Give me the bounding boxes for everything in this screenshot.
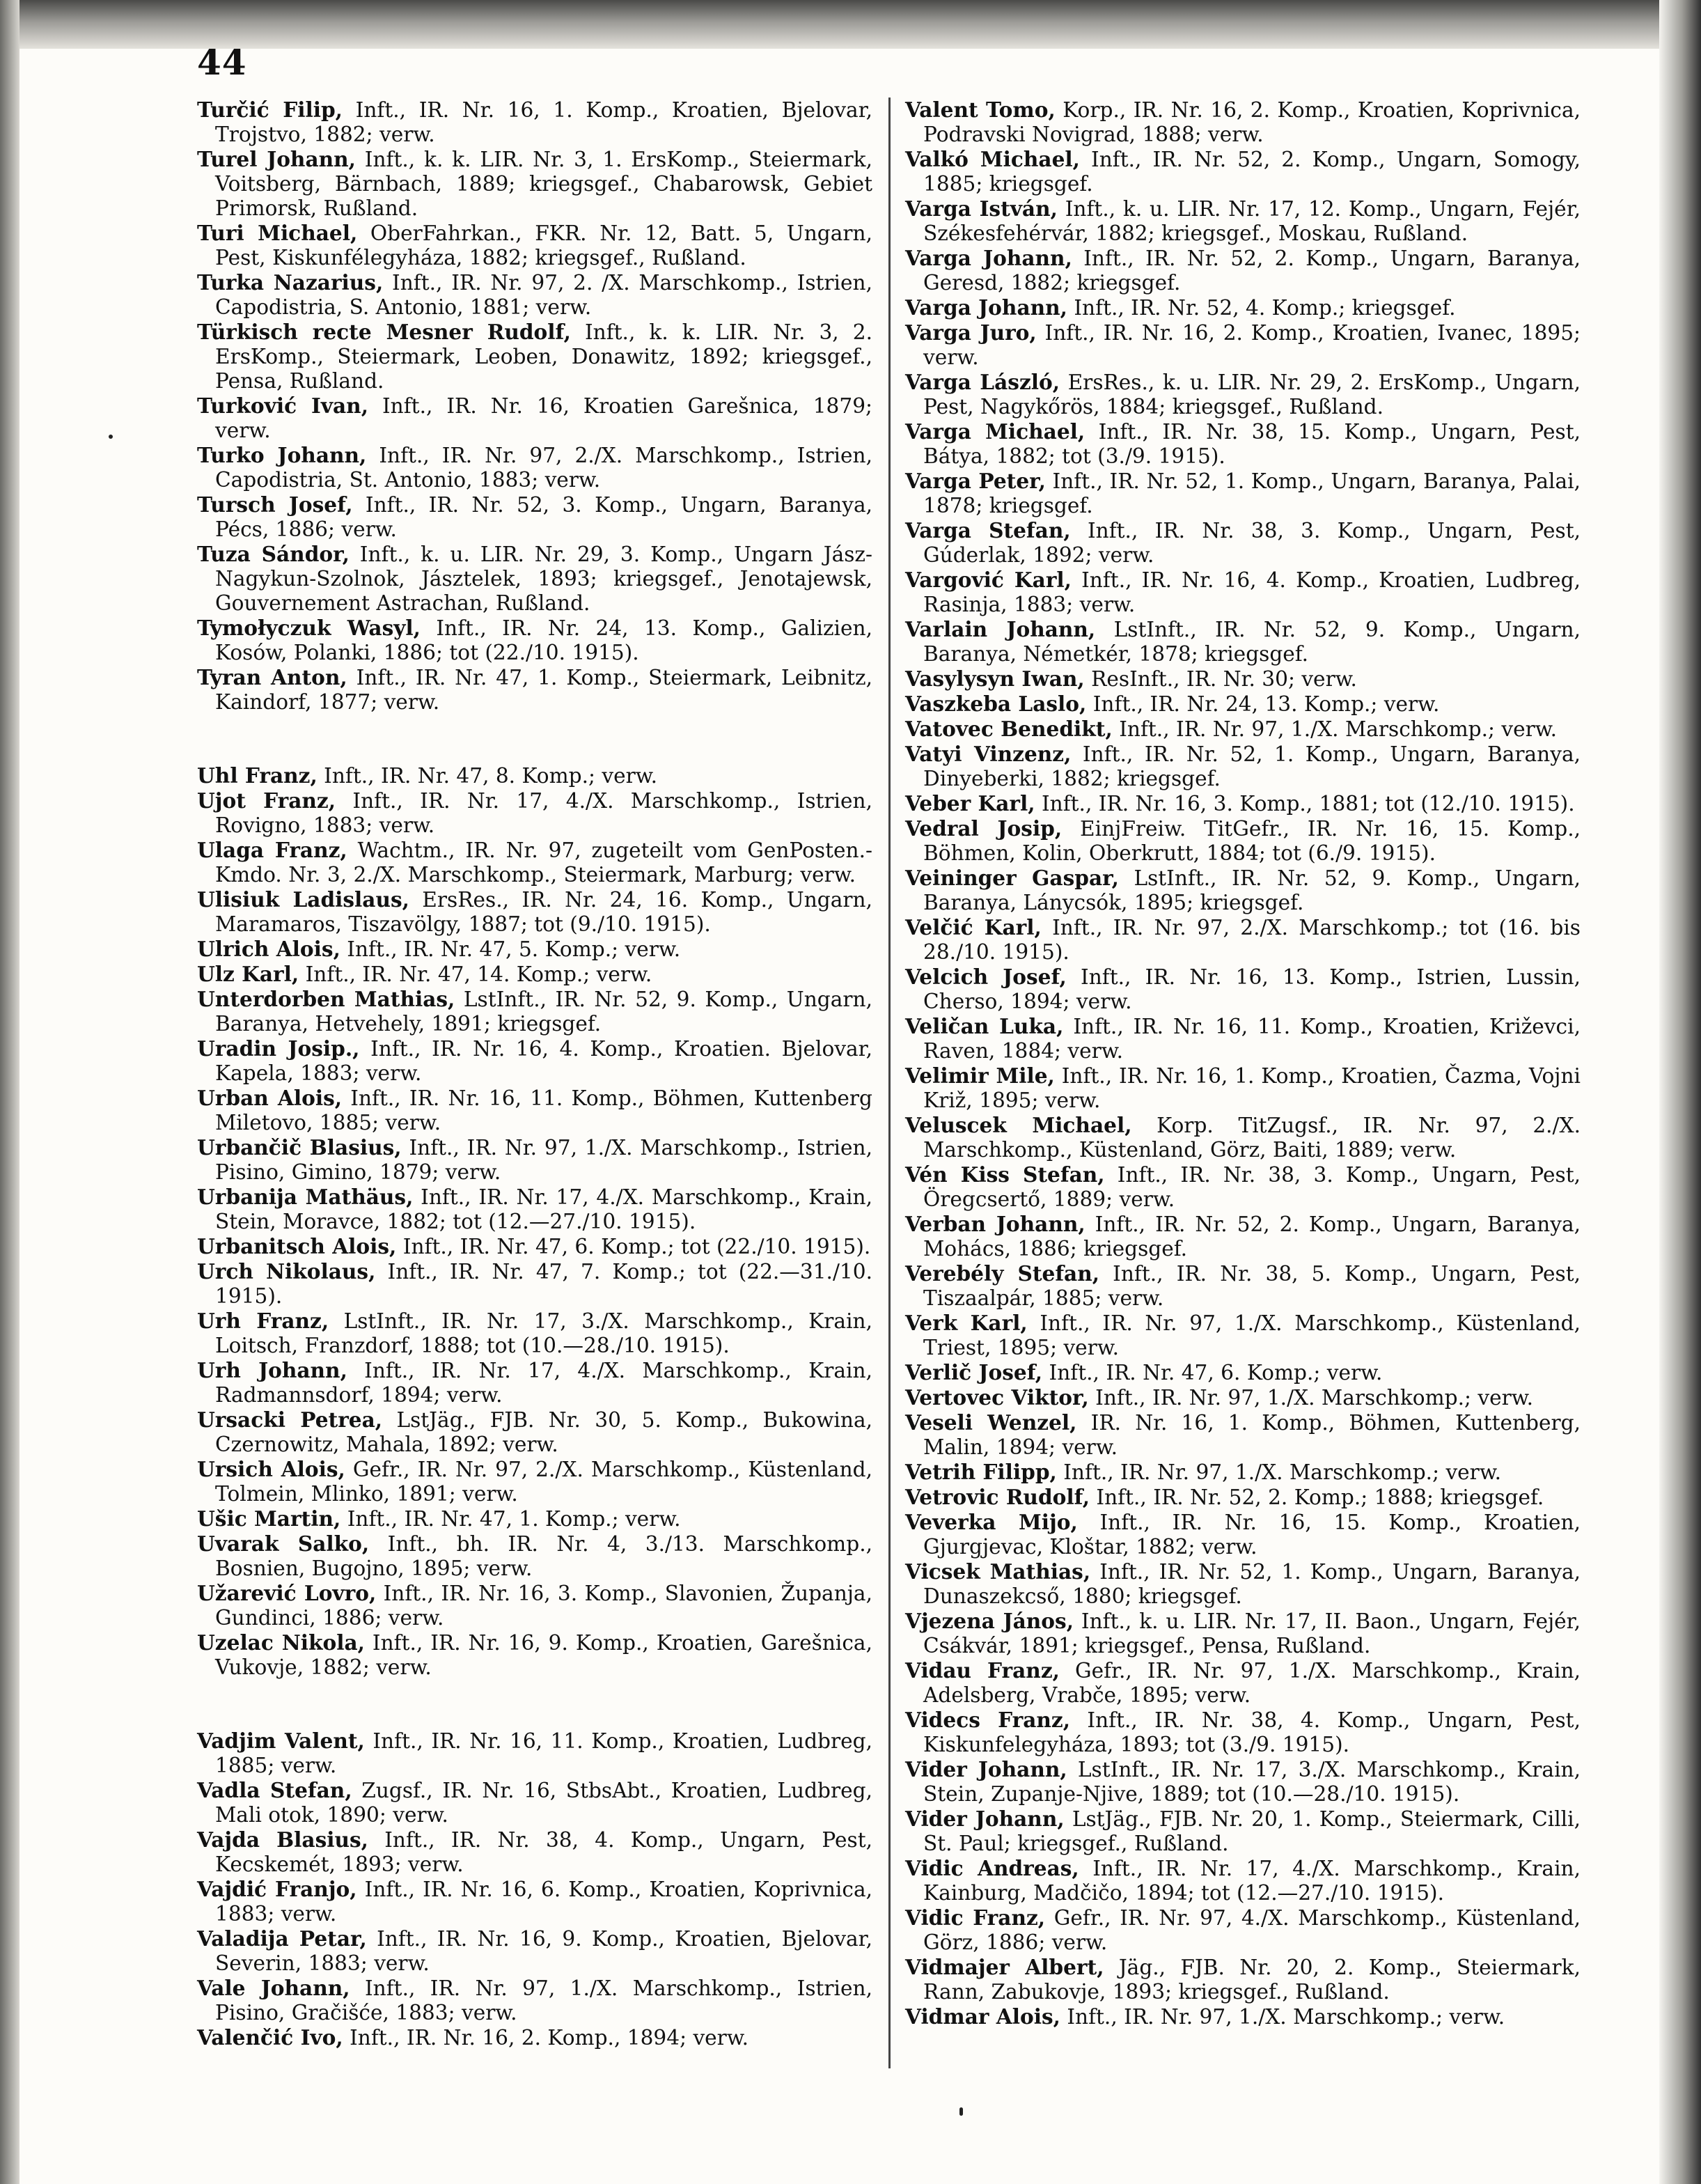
entry-details: Korp., IR. Nr. 16, 2. Komp., Kroatien, Koprivnica, Podravski Novigrad, 1888; verw. [923,98,1581,146]
entry-name: Verk Karl, [905,1311,1028,1335]
directory-entry [905,419,1581,469]
entry-name: Tuza Sándor, [197,542,350,566]
directory-entry [905,1014,1581,1063]
entry-details: Inft., IR. Nr. 47, 8. Komp.; verw. [317,764,658,788]
directory-entry [905,1658,1581,1708]
entry-details: Inft., IR. Nr. 38, 5. Komp., Ungarn, Pest, Tiszaalpár, 1885; verw. [923,1262,1581,1310]
entry-details: Inft., IR. Nr. 38, 3. Komp., Ungarn, Pest, Gúderlak, 1892; verw. [923,519,1581,567]
entry-name: Vertovec Viktor, [905,1385,1089,1410]
entry-details: OberFahrkan., FKR. Nr. 12, Batt. 5, Ungarn, Pest, Kiskunfélegyháza, 1882; kriegsgef., Rußland. [215,221,873,270]
entry-details: Inft., IR. Nr. 16, 11. Komp., Kroatien, Ludbreg, 1885; verw. [215,1729,873,1777]
entry-name: Turčić Filip, [197,98,343,122]
directory-entry [197,542,872,616]
directory-entry [905,1113,1581,1162]
column-divider [888,98,891,2068]
directory-entry [905,692,1581,717]
entry-name: Urbanija Mathäus, [197,1185,414,1209]
entry-details: LstInft., IR. Nr. 52, 9. Komp., Ungarn, Baranya, Lánycsók, 1895; kriegsgef. [923,866,1581,914]
entry-name: Vadla Stefan, [197,1778,352,1802]
entry-name: Vjezena János, [905,1609,1074,1633]
entry-details: LstJäg., FJB. Nr. 20, 1. Komp., Steiermark, Cilli, St. Paul; kriegsgef., Rußland. [923,1807,1581,1855]
entry-name: Türkisch recte Mesner Rudolf, [197,320,571,344]
directory-entry [905,196,1581,246]
entry-name: Varga Michael, [905,419,1085,444]
scan-speck [109,435,113,439]
directory-entry [197,147,872,221]
directory-entry [905,518,1581,568]
directory-entry [905,1559,1581,1609]
entry-details: Inft., IR. Nr. 52, 2. Komp.; 1888; kriegsgef. [1090,1485,1544,1509]
entry-details: Inft., IR. Nr. 97, 2./X. Marschkomp., Istrien, Capodistria, St. Antonio, 1883; verw. [215,444,872,492]
entry-name: Tyran Anton, [197,665,347,689]
entry-details: IR. Nr. 16, 1. Komp., Böhmen, Kuttenberg, Malin, 1894; verw. [923,1411,1581,1459]
directory-entry [197,1407,872,1457]
entry-name: Valent Tomo, [905,98,1056,122]
scan-left-shadow [0,0,19,2184]
entry-name: Ulaga Franz, [197,838,347,862]
entry-details: Inft., IR. Nr. 38, 4. Komp., Ungarn, Pest, Kiskunfelegyháza, 1893; tot (3./9. 1915). [923,1708,1581,1756]
entry-name: Varga Johann, [905,246,1072,270]
entry-name: Vaszkeba Laslo, [905,692,1087,716]
entry-details: Inft., IR. Nr. 52, 2. Komp., Ungarn, Somogy, 1885; kriegsgef. [923,148,1581,196]
directory-entry [905,1510,1581,1559]
directory-entry [197,1457,872,1506]
directory-entry [905,1485,1581,1510]
directory-entry [905,1063,1581,1113]
directory-entry [197,492,872,542]
scan-top-shadow [0,0,1701,49]
entry-details: Inft., IR. Nr. 16, 4. Komp., Kroatien, Ludbreg, Rasinja, 1883; verw. [923,568,1581,616]
directory-entry [905,1708,1581,1757]
entry-details: Inft., IR. Nr. 52, 4. Komp.; kriegsgef. [1067,296,1456,320]
entry-name: Turi Michael, [197,221,358,245]
entry-name: Turel Johann, [197,147,356,171]
entry-details: Inft., IR. Nr. 52, 3. Komp., Ungarn, Baranya, Pécs, 1886; verw. [215,493,872,541]
entry-name: Valenčić Ivo, [197,2025,343,2050]
directory-entry [905,717,1581,742]
entry-details: Inft., IR. Nr. 97, 1./X. Marschkomp.; verw. [1112,717,1558,741]
entry-details: Inft., IR. Nr. 16, 3. Komp., 1881; tot (12./10. 1915). [1035,792,1575,816]
directory-entry [905,469,1581,518]
directory-entry [197,665,872,715]
directory-entry [905,816,1581,866]
entry-name: Velčić Karl, [905,915,1042,939]
entry-details: Gefr., IR. Nr. 97, 1./X. Marschkomp., Krain, Adelsberg, Vrabče, 1895; verw. [923,1659,1581,1707]
entry-details: Inft., IR. Nr. 97, 1./X. Marschkomp., Istrien, Pisino, Gračišće, 1883; verw. [215,1976,872,2025]
directory-entry [905,742,1581,791]
scan-speck [959,2107,963,2116]
entry-name: Ulisiuk Ladislaus, [197,887,409,912]
directory-entry [197,962,872,987]
directory-entry [905,1856,1581,1905]
entry-name: Ursacki Petrea, [197,1407,383,1432]
directory-entry [197,1185,872,1234]
entry-name: Valkó Michael, [905,147,1080,171]
entry-name: Varga Johann, [905,295,1067,320]
directory-entry [197,1630,872,1680]
entry-details: LstInft., IR. Nr. 17, 3./X. Marschkomp., Krain, Loitsch, Franzdorf, 1888; tot (10.—28./10. 1915). [215,1309,872,1357]
entry-details: Inft., IR. Nr. 97, 1./X. Marschkomp., Istrien, Pisino, Gimino, 1879; verw. [215,1136,872,1184]
entry-name: Turković Ivan, [197,393,369,418]
entry-name: Vedral Josip, [905,816,1063,841]
directory-entry [197,1778,872,1827]
entry-details: Inft., IR. Nr. 97, 1./X. Marschkomp., Küstenland, Triest, 1895; verw. [923,1311,1581,1359]
directory-entry [197,1309,872,1358]
entry-details: LstJäg., FJB. Nr. 30, 5. Komp., Bukowina, Czernowitz, Mahala, 1892; verw. [215,1408,872,1456]
entry-details: Inft., IR. Nr. 24, 13. Komp.; verw. [1086,692,1440,716]
entry-details: Gefr., IR. Nr. 97, 4./X. Marschkomp., Küstenland, Görz, 1886; verw. [923,1906,1581,1954]
entry-details: Inft., k. u. LIR. Nr. 17, 12. Komp., Ungarn, Fejér, Székesfehérvár, 1882; kriegsgef., Moskau, Rußland. [923,197,1581,245]
entry-name: Vajda Blasius, [197,1827,368,1852]
entry-name: Vajdić Franjo, [197,1877,357,1901]
directory-entry [197,1729,872,1778]
entry-details: Inft., IR. Nr. 16, 1. Komp., Kroatien, Čazma, Vojni Križ, 1895; verw. [923,1064,1581,1112]
entry-name: Veininger Gaspar, [905,866,1119,890]
entry-details: Inft., IR. Nr. 97, 1./X. Marschkomp.; verw. [1056,1460,1502,1484]
entry-details: Inft., IR. Nr. 16, 1. Komp., Kroatien, Bjelovar, Trojstvo, 1882; verw. [215,98,872,146]
directory-entry [197,788,872,838]
entry-name: Urh Franz, [197,1309,329,1333]
entry-details: Inft., IR. Nr. 17, 4./X. Marschkomp., Istrien, Rovigno, 1883; verw. [215,789,872,837]
entry-name: Varga Juro, [905,320,1037,345]
entry-details: Inft., IR. Nr. 24, 13. Komp., Galizien, Kosów, Polanki, 1886; tot (22./10. 1915). [215,616,872,664]
section-u [197,763,872,1680]
directory-entry [197,443,872,492]
directory-entry [197,1827,872,1877]
entry-name: Vén Kiss Stefan, [905,1162,1105,1187]
directory-entry [905,1385,1581,1410]
entry-name: Vidmajer Albert, [905,1955,1104,1979]
directory-entry [197,1086,872,1135]
directory-entry [905,147,1581,196]
section-gap [197,715,872,763]
directory-entry [905,370,1581,419]
entry-details: Inft., IR. Nr. 47, 1. Komp.; verw. [340,1507,681,1531]
entry-name: Velcich Josef, [905,965,1067,989]
entry-name: Uvarak Salko, [197,1531,370,1556]
entry-name: Vale Johann, [197,1976,350,2000]
entry-name: Vetrih Filipp, [905,1460,1057,1484]
directory-entry [197,1234,872,1259]
entry-details: Inft., k. k. LIR. Nr. 3, 1. ErsKomp., Steiermark, Voitsberg, Bärnbach, 1889; kriegsgef., Chabarowsk, Gebiet Primorsk, Rußland. [215,148,872,220]
directory-entry [197,1358,872,1407]
entry-details: ErsRes., k. u. LIR. Nr. 29, 2. ErsKomp., Ungarn, Pest, Nagykőrös, 1884; kriegsgef., Rußland. [923,370,1581,419]
section-gap [197,1680,872,1729]
directory-entry [905,320,1581,370]
entry-details: Inft., IR. Nr. 97, 1./X. Marschkomp.; verw. [1088,1386,1533,1410]
entry-name: Ursich Alois, [197,1457,345,1481]
entry-details: Inft., IR. Nr. 16, 9. Komp., Kroatien, Bjelovar, Severin, 1883; verw. [215,1927,872,1975]
entry-details: LstInft., IR. Nr. 17, 3./X. Marschkomp., Krain, Stein, Zupanje-Njive, 1889; tot (10.—28./10. 1915). [923,1758,1581,1806]
entry-name: Vicsek Mathias, [905,1559,1091,1584]
directory-entry [197,221,872,270]
entry-details: Inft., IR. Nr. 47, 5. Komp.; verw. [340,937,681,961]
directory-entry [905,617,1581,666]
entry-name: Urban Alois, [197,1086,343,1110]
entry-name: Varga Stefan, [905,518,1071,543]
entry-details: Inft., IR. Nr. 97, 2. /X. Marschkomp., Istrien, Capodistria, S. Antonio, 1881; verw. [215,271,872,319]
directory-entry [905,1807,1581,1856]
directory-entry [197,1259,872,1309]
entry-name: Varga István, [905,196,1058,221]
entry-name: Veber Karl, [905,791,1035,816]
entry-name: Varga Peter, [905,469,1046,493]
directory-entry [197,393,872,443]
entry-details: Inft., IR. Nr. 16, 11. Komp., Böhmen, Kuttenberg Miletovo, 1885; verw. [215,1086,872,1134]
entry-details: Wachtm., IR. Nr. 97, zugeteilt vom GenPosten.-Kmdo. Nr. 3, 2./X. Marschkomp., Steiermark, Marburg; verw. [215,838,872,887]
entry-details: Inft., IR. Nr. 52, 1. Komp., Ungarn, Baranya, Palai, 1878; kriegsgef. [923,469,1581,517]
entry-name: Vasylysyn Iwan, [905,666,1085,691]
directory-entry [197,987,872,1036]
entry-name: Urch Nikolaus, [197,1259,376,1284]
directory-entry [197,1531,872,1581]
entry-name: Uzelac Nikola, [197,1630,365,1655]
entry-name: Verban Johann, [905,1212,1085,1236]
entry-name: Užarević Lovro, [197,1581,377,1605]
entry-details: Inft., IR. Nr. 52, 1. Komp., Ungarn, Baranya, Dinyeberki, 1882; kriegsgef. [923,742,1581,790]
directory-entry [197,270,872,320]
entry-details: ResInft., IR. Nr. 30; verw. [1084,667,1357,691]
entry-name: Videcs Franz, [905,1708,1071,1732]
entry-name: Verlič Josef, [905,1360,1043,1384]
entry-name: Ušic Martin, [197,1506,341,1531]
entry-details: Inft., k. u. LIR. Nr. 17, II. Baon., Ungarn, Fejér, Csákvár, 1891; kriegsgef., Pensa, Rußland. [923,1609,1581,1658]
entry-details: Inft., IR. Nr. 52, 1. Komp., Ungarn, Baranya, Dunaszekcső, 1880; kriegsgef. [923,1560,1581,1608]
entry-name: Veseli Wenzel, [905,1410,1077,1435]
directory-entry [905,965,1581,1014]
entry-details: Inft., IR. Nr. 17, 4./X. Marschkomp., Krain, Radmannsdorf, 1894; verw. [215,1359,872,1407]
directory-entry [905,1757,1581,1807]
entry-details: Inft., IR. Nr. 16, 2. Komp., Kroatien, Ivanec, 1895; verw. [923,321,1581,369]
scan-right-shadow [1659,0,1701,2184]
entry-name: Urh Johann, [197,1358,347,1382]
entry-name: Urbančič Blasius, [197,1135,402,1160]
entry-details: Inft., IR. Nr. 16, 3. Komp., Slavonien, Županja, Gundinci, 1886; verw. [215,1582,872,1630]
entry-name: Unterdorben Mathias, [197,987,455,1011]
directory-entry [905,1609,1581,1658]
directory-entry [197,1976,872,2025]
entry-details: Inft., IR. Nr. 17, 4./X. Marschkomp., Krain, Stein, Moravce, 1882; tot (12.—27./10. 1915). [215,1185,872,1233]
directory-entry [197,1581,872,1630]
directory-entry [905,1410,1581,1460]
entry-details: Inft., IR. Nr. 47, 6. Komp.; verw. [1042,1361,1383,1384]
directory-entry [197,937,872,962]
directory-entry [905,1311,1581,1360]
entry-details: Inft., IR. Nr. 16, 2. Komp., 1894; verw. [343,2026,749,2050]
entry-name: Vatovec Benedikt, [905,717,1113,741]
entry-name: Ulz Karl, [197,962,299,986]
directory-entry [905,1360,1581,1385]
entry-name: Verebély Stefan, [905,1261,1100,1286]
directory-entry [905,666,1581,692]
entry-name: Vargović Karl, [905,568,1072,592]
entry-details: Inft., IR. Nr. 97, 1./X. Marschkomp.; verw. [1060,2005,1505,2029]
directory-entry [197,616,872,665]
entry-name: Turko Johann, [197,443,367,467]
directory-entry [197,1036,872,1086]
directory-entry [197,2025,872,2050]
entry-name: Ulrich Alois, [197,937,340,961]
entry-name: Uhl Franz, [197,763,318,788]
entry-name: Vidic Andreas, [905,1856,1079,1880]
entry-name: Vider Johann, [905,1807,1065,1831]
entry-details: Inft., IR. Nr. 16, 15. Komp., Kroatien, Gjurgjevac, Kloštar, 1882; verw. [923,1511,1581,1559]
entry-details: ErsRes., IR. Nr. 24, 16. Komp., Ungarn, Maramaros, Tiszavölgy, 1887; tot (9./10. 1915). [215,888,873,936]
directory-entry [905,568,1581,617]
entry-name: Vidic Franz, [905,1905,1046,1930]
entry-details: Inft., IR. Nr. 16, 4. Komp., Kroatien. Bjelovar, Kapela, 1883; verw. [215,1037,872,1085]
directory-entry [905,791,1581,816]
entry-name: Vatyi Vinzenz, [905,742,1072,766]
entry-name: Tursch Josef, [197,492,353,517]
directory-entry [905,915,1581,965]
directory-entry [197,1877,872,1926]
entry-name: Vidau Franz, [905,1658,1060,1683]
directory-entry [197,838,872,887]
entry-name: Uradin Josip., [197,1036,360,1061]
directory-entry [905,246,1581,295]
entry-details: Inft., IR. Nr. 38, 4. Komp., Ungarn, Pest, Kecskemét, 1893; verw. [215,1828,872,1876]
entry-details: LstInft., IR. Nr. 52, 9. Komp., Ungarn, Baranya, Németkér, 1878; kriegsgef. [923,618,1581,666]
entry-details: LstInft., IR. Nr. 52, 9. Komp., Ungarn, Baranya, Hetvehely, 1891; kriegsgef. [215,988,872,1036]
entry-details: Inft., IR. Nr. 16, 9. Komp., Kroatien, Garešnica, Vukovje, 1882; verw. [215,1631,872,1679]
entry-name: Veluscek Michael, [905,1113,1132,1137]
entry-details: EinjFreiw. TitGefr., IR. Nr. 16, 15. Komp., Böhmen, Kolin, Oberkrutt, 1884; tot (6./9. 1915). [923,817,1581,865]
directory-entry [197,763,872,788]
directory-entry [197,1926,872,1976]
directory-entry [197,1135,872,1185]
entry-name: Velimir Mile, [905,1063,1055,1088]
directory-entry [905,295,1581,320]
entry-name: Varlain Johann, [905,617,1096,641]
entry-details: Inft., IR. Nr. 38, 3. Komp., Ungarn, Pest, Öregcsertő, 1889; verw. [923,1163,1581,1211]
directory-entry [905,866,1581,915]
entry-details: Inft., IR. Nr. 47, 14. Komp.; verw. [299,962,652,986]
entry-name: Vider Johann, [905,1757,1067,1781]
directory-entry [905,1261,1581,1311]
entry-details: Inft., IR. Nr. 38, 15. Komp., Ungarn, Pest, Bátya, 1882; tot (3./9. 1915). [923,420,1581,468]
directory-entry [905,1162,1581,1212]
entry-name: Varga László, [905,370,1060,394]
entry-name: Vetrovic Rudolf, [905,1485,1090,1509]
entry-details: Inft., IR. Nr. 52, 2. Komp., Ungarn, Baranya, Mohács, 1886; kriegsgef. [923,1212,1581,1261]
entry-details: Inft., k. k. LIR. Nr. 3, 2. ErsKomp., Steiermark, Leoben, Donawitz, 1892; kriegsgef., Pensa, Rußland. [215,320,872,393]
entry-name: Veličan Luka, [905,1014,1064,1038]
directory-entry [905,2004,1581,2029]
directory-entry [905,1212,1581,1261]
directory-entry [197,887,872,937]
entry-name: Vidmar Alois, [905,2004,1060,2029]
entry-details: Inft., IR. Nr. 47, 1. Komp., Steiermark, Leibnitz, Kaindorf, 1877; verw. [215,666,872,714]
page-number: 44 [197,42,247,83]
directory-entry [197,320,872,393]
entry-details: Zugsf., IR. Nr. 16, StbsAbt., Kroatien, Ludbreg, Mali otok, 1890; verw. [215,1779,872,1827]
entry-details: Inft., IR. Nr. 47, 6. Komp.; tot (22./10. 1915). [396,1235,871,1258]
directory-entry [905,1955,1581,2004]
section-v-left [197,1729,872,2050]
right-column [905,98,1581,2029]
entry-details: Inft., IR. Nr. 16, 6. Komp., Kroatien, Koprivnica, 1883; verw. [215,1878,872,1926]
entry-details: Jäg., FJB. Nr. 20, 2. Komp., Steiermark, Rann, Zabukovje, 1893; kriegsgef., Rußland. [923,1956,1581,2004]
directory-entry [197,98,872,147]
entry-details: Inft., IR. Nr. 17, 4./X. Marschkomp., Krain, Kainburg, Madčičo, 1894; tot (12.—27./10. 1915). [923,1857,1581,1905]
entry-details: Inft., IR. Nr. 47, 7. Komp.; tot (22.—31./10. 1915). [215,1260,873,1308]
entry-name: Vadjim Valent, [197,1729,365,1753]
entry-details: Inft., k. u. LIR. Nr. 29, 3. Komp., Ungarn Jász-Nagykun-Szolnok, Jásztelek, 1893; kriegsgef., Jenotajewsk, Gouvernement Astrachan, Rußland. [215,543,873,615]
directory-entry [905,98,1581,147]
entry-details: Inft., IR. Nr. 97, 2./X. Marschkomp.; tot (16. bis 28./10. 1915). [923,916,1581,964]
entry-details: Inft., IR. Nr. 16, 13. Komp., Istrien, Lussin, Cherso, 1894; verw. [923,965,1581,1013]
entry-name: Valadija Petar, [197,1926,367,1951]
entry-details: Inft., IR. Nr. 16, 11. Komp., Kroatien, Križevci, Raven, 1884; verw. [923,1015,1581,1063]
directory-entry [905,1905,1581,1955]
entry-name: Veverka Mijo, [905,1510,1078,1534]
entry-name: Tymołyczuk Wasyl, [197,616,421,640]
entry-details: Inft., IR. Nr. 52, 2. Komp., Ungarn, Baranya, Geresd, 1882; kriegsgef. [923,247,1581,295]
entry-details: Inft., IR. Nr. 16, Kroatien Garešnica, 1879; verw. [215,394,873,442]
entry-name: Turka Nazarius, [197,270,384,295]
left-column [197,98,872,2050]
entry-details: Korp. TitZugsf., IR. Nr. 97, 2./X. Marschkomp., Küstenland, Görz, Baiti, 1889; verw. [923,1114,1581,1162]
section-t [197,98,872,715]
entry-name: Ujot Franz, [197,788,336,813]
directory-entry [197,1506,872,1531]
directory-entry [905,1460,1581,1485]
section-v-right [905,98,1581,2029]
entry-name: Urbanitsch Alois, [197,1234,397,1258]
entry-details: Inft., bh. IR. Nr. 4, 3./13. Marschkomp., Bosnien, Bugojno, 1895; verw. [215,1532,873,1580]
entry-details: Gefr., IR. Nr. 97, 2./X. Marschkomp., Küstenland, Tolmein, Mlinko, 1891; verw. [215,1458,872,1506]
